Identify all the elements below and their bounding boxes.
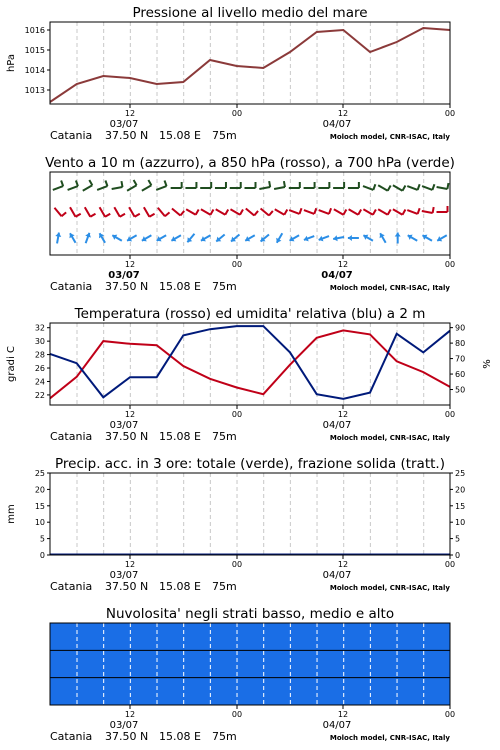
cloud-cell bbox=[425, 623, 451, 650]
cloud-cell bbox=[225, 650, 251, 677]
chart-title: Nuvolosita' negli strati basso, medio e alto bbox=[105, 606, 395, 622]
y-tick-label: 24 bbox=[34, 377, 45, 387]
y-tick-label-right: 25 bbox=[455, 469, 466, 478]
x-tick-label: 12 bbox=[124, 560, 136, 569]
y-axis-label: gradi C bbox=[6, 346, 17, 382]
date-label: 04/07 bbox=[322, 720, 352, 731]
x-tick-label: 12 bbox=[337, 260, 349, 269]
x-tick-label: 12 bbox=[124, 410, 136, 419]
y-tick-label-right: 5 bbox=[455, 534, 461, 544]
cloud-cell bbox=[175, 623, 201, 650]
date-label: 04/07 bbox=[322, 119, 352, 130]
wind-barb-flag bbox=[433, 207, 434, 213]
x-tick-label: 12 bbox=[124, 260, 136, 269]
date-label: 03/07 bbox=[108, 270, 140, 281]
date-label: 03/07 bbox=[109, 720, 139, 731]
y-tick-label-right: 0 bbox=[455, 551, 461, 560]
clouds-chart bbox=[50, 606, 455, 743]
plot-background bbox=[50, 473, 450, 555]
date-label: 04/07 bbox=[322, 420, 352, 431]
x-tick-label: 12 bbox=[124, 109, 136, 118]
model-credit: Moloch model, CNR-ISAC, Italy bbox=[329, 434, 450, 442]
cloud-cell bbox=[325, 623, 351, 650]
cloud-cell bbox=[275, 650, 301, 677]
cloud-cell bbox=[300, 623, 326, 650]
cloud-cell bbox=[75, 650, 101, 677]
cloud-cell bbox=[200, 650, 226, 677]
y-tick-label-right: 20 bbox=[455, 485, 466, 495]
x-tick-label: 00 bbox=[444, 410, 456, 419]
wind-barb-flag bbox=[284, 181, 285, 187]
cloud-cell bbox=[125, 650, 151, 677]
y-tick-label-right: 90 bbox=[455, 323, 466, 333]
cloud-cell bbox=[175, 650, 201, 677]
y-tick-label: 20 bbox=[34, 485, 45, 495]
cloud-cell bbox=[50, 678, 76, 705]
chart-title: Pressione al livello medio del mare bbox=[132, 5, 368, 21]
location-elevation: 75m bbox=[212, 129, 237, 142]
pressure-chart bbox=[6, 5, 455, 142]
location-elevation: 75m bbox=[212, 580, 237, 593]
y-tick-label: 1016 bbox=[24, 26, 45, 35]
x-tick-label: 00 bbox=[444, 109, 456, 118]
model-credit: Moloch model, CNR-ISAC, Italy bbox=[329, 734, 450, 742]
plot-background bbox=[50, 22, 450, 104]
cloud-cell bbox=[125, 623, 151, 650]
cloud-cell bbox=[300, 678, 326, 705]
y-tick-label: 10 bbox=[34, 518, 45, 528]
cloud-cell bbox=[75, 623, 101, 650]
x-tick-label: 12 bbox=[337, 410, 349, 419]
temperature-chart bbox=[6, 306, 493, 443]
cloud-cell bbox=[325, 650, 351, 677]
y-tick-label: 26 bbox=[34, 364, 45, 374]
wind-barb-flag bbox=[447, 183, 448, 189]
model-credit: Moloch model, CNR-ISAC, Italy bbox=[329, 133, 450, 141]
cloud-cell bbox=[250, 650, 276, 677]
y-tick-label-right: 80 bbox=[455, 339, 466, 349]
y-tick-label: 15 bbox=[34, 501, 45, 511]
wind-chart bbox=[45, 155, 455, 293]
cloud-cell bbox=[250, 623, 276, 650]
chart-title: Temperatura (rosso) ed umidita' relativa (blu) a 2 m bbox=[74, 306, 426, 322]
y-axis-label: mm bbox=[6, 504, 17, 524]
location-elevation: 75m bbox=[212, 430, 237, 443]
cloud-cell bbox=[425, 678, 451, 705]
cloud-cell bbox=[75, 678, 101, 705]
y-axis-label-right: % bbox=[482, 359, 493, 369]
location-elevation: 75m bbox=[212, 280, 237, 293]
cloud-cell bbox=[150, 623, 176, 650]
cloud-cell bbox=[275, 678, 301, 705]
wind-barb-flag bbox=[269, 181, 270, 187]
cloud-cell bbox=[225, 623, 251, 650]
y-tick-label: 5 bbox=[39, 534, 45, 544]
location-lon: 15.08 E bbox=[159, 730, 201, 743]
cloud-cell bbox=[350, 678, 376, 705]
location-name: Catania bbox=[50, 129, 93, 142]
location-lat: 37.50 N bbox=[105, 730, 149, 743]
cloud-cell bbox=[425, 650, 451, 677]
cloud-cell bbox=[400, 650, 426, 677]
location-lat: 37.50 N bbox=[105, 580, 149, 593]
location-name: Catania bbox=[50, 280, 93, 293]
cloud-cell bbox=[350, 650, 376, 677]
y-tick-label: 32 bbox=[34, 323, 45, 333]
location-lon: 15.08 E bbox=[159, 430, 201, 443]
y-tick-label: 0 bbox=[39, 551, 45, 560]
cloud-cell bbox=[50, 650, 76, 677]
cloud-cell bbox=[175, 678, 201, 705]
x-tick-label: 12 bbox=[337, 109, 349, 118]
cloud-cell bbox=[325, 678, 351, 705]
location-elevation: 75m bbox=[212, 730, 237, 743]
x-tick-label: 00 bbox=[231, 710, 243, 719]
date-label: 03/07 bbox=[109, 420, 139, 431]
cloud-cell bbox=[250, 678, 276, 705]
y-tick-label: 1013 bbox=[24, 86, 45, 95]
y-tick-label-right: 70 bbox=[455, 354, 466, 364]
wind-barb-flag bbox=[121, 181, 122, 187]
y-tick-label-right: 15 bbox=[455, 501, 466, 511]
x-tick-label: 00 bbox=[444, 560, 456, 569]
chart-title: Vento a 10 m (azzurro), a 850 hPa (rosso), a 700 hPa (verde) bbox=[45, 155, 455, 171]
x-tick-label: 00 bbox=[231, 109, 243, 118]
location-lon: 15.08 E bbox=[159, 280, 201, 293]
x-tick-label: 00 bbox=[444, 260, 456, 269]
precip-chart bbox=[6, 456, 465, 593]
x-tick-label: 12 bbox=[124, 710, 136, 719]
y-tick-label-right: 50 bbox=[455, 385, 466, 395]
location-lat: 37.50 N bbox=[105, 129, 149, 142]
date-label: 03/07 bbox=[109, 119, 139, 130]
cloud-cell bbox=[150, 650, 176, 677]
model-credit: Moloch model, CNR-ISAC, Italy bbox=[329, 584, 450, 592]
cloud-cell bbox=[350, 623, 376, 650]
cloud-cell bbox=[400, 623, 426, 650]
x-tick-label: 12 bbox=[337, 710, 349, 719]
x-tick-label: 00 bbox=[231, 560, 243, 569]
cloud-cell bbox=[275, 623, 301, 650]
cloud-cell bbox=[125, 678, 151, 705]
cloud-cell bbox=[225, 678, 251, 705]
y-tick-label-right: 10 bbox=[455, 518, 466, 528]
date-label: 04/07 bbox=[321, 270, 353, 281]
cloud-cell bbox=[150, 678, 176, 705]
x-tick-label: 00 bbox=[444, 710, 456, 719]
location-lon: 15.08 E bbox=[159, 580, 201, 593]
cloud-cell bbox=[400, 678, 426, 705]
y-tick-label: 1014 bbox=[24, 66, 45, 75]
location-lon: 15.08 E bbox=[159, 129, 201, 142]
cloud-cell bbox=[50, 623, 76, 650]
x-tick-label: 00 bbox=[231, 410, 243, 419]
y-tick-label: 22 bbox=[34, 390, 45, 400]
cloud-cell bbox=[300, 650, 326, 677]
y-tick-label: 30 bbox=[34, 337, 45, 347]
cloud-cell bbox=[200, 678, 226, 705]
y-axis-label: hPa bbox=[6, 53, 17, 73]
location-name: Catania bbox=[50, 580, 93, 593]
cloud-cell bbox=[200, 623, 226, 650]
y-tick-label-right: 60 bbox=[455, 370, 466, 380]
x-tick-label: 12 bbox=[337, 560, 349, 569]
chart-title: Precip. acc. in 3 ore: totale (verde), frazione solida (tratt.) bbox=[55, 456, 445, 472]
location-lat: 37.50 N bbox=[105, 430, 149, 443]
y-tick-label: 1015 bbox=[24, 46, 45, 55]
location-name: Catania bbox=[50, 730, 93, 743]
location-name: Catania bbox=[50, 430, 93, 443]
x-tick-label: 00 bbox=[231, 260, 243, 269]
date-label: 04/07 bbox=[322, 570, 352, 581]
location-lat: 37.50 N bbox=[105, 280, 149, 293]
y-tick-label: 25 bbox=[34, 469, 45, 478]
y-tick-label: 28 bbox=[34, 350, 45, 360]
model-credit: Moloch model, CNR-ISAC, Italy bbox=[329, 284, 450, 292]
date-label: 03/07 bbox=[109, 570, 139, 581]
